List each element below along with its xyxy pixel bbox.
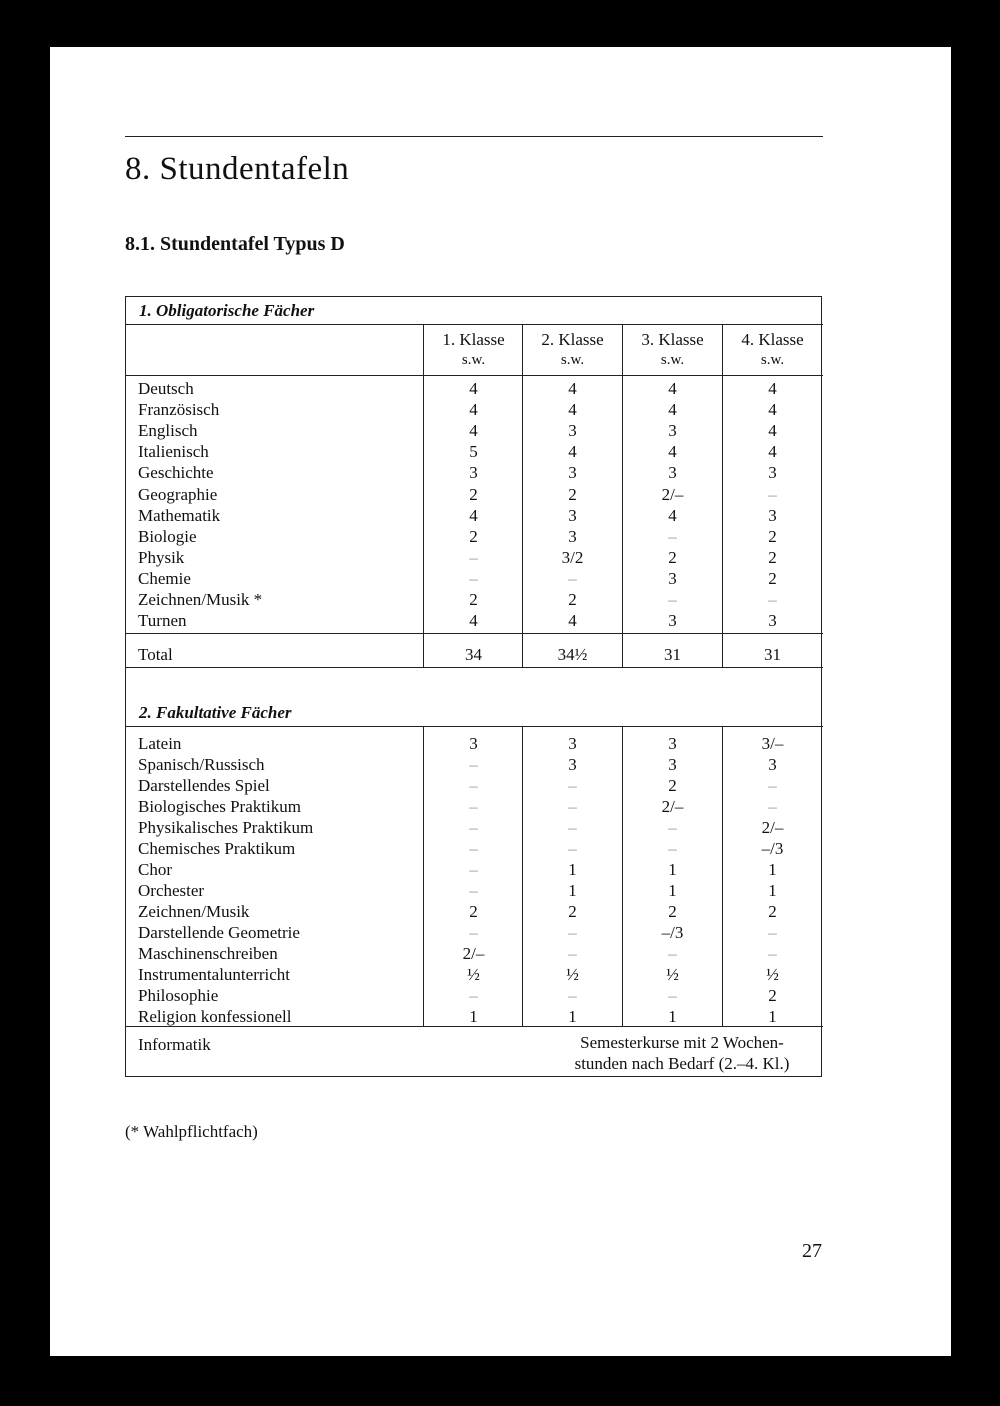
hours-cell: – [469,568,478,588]
hours-cell: 3/2 [561,547,584,567]
subject-name: Physikalisches Praktikum [138,818,314,837]
subject-name: Zeichnen/Musik [138,902,250,921]
hours-cell: 5 [469,442,478,462]
hours-cell: – [568,797,577,816]
hours-cell: – [469,839,478,858]
hours-cell: ½ [766,965,779,984]
subject-name: Chor [138,860,172,879]
column-label: 1. Klasse [442,330,505,349]
hours-cell: 1 [668,860,677,879]
column-unit: s.w. [461,352,486,368]
hours-cell: 2 [668,776,677,795]
subject-name: Religion konfessionell [138,1007,292,1026]
table-row [126,505,823,526]
column-label: 4. Klasse [741,330,804,349]
hours-cell: 1 [668,1007,677,1026]
subject-name: Orchester [138,881,205,900]
table-row [126,462,823,483]
hours-cell: –/3 [761,839,784,858]
hours-cell: 2 [768,526,777,546]
hours-cell: 4 [668,442,677,462]
hours-cell: 2 [469,484,478,504]
subject-name: Chemie [138,568,191,588]
subject-name: Philosophie [138,986,219,1005]
hours-cell: 4 [668,400,677,420]
hours-cell: 3 [568,526,577,546]
hours-cell: – [668,839,677,858]
hours-cell: 4 [768,421,777,441]
hours-cell: – [768,923,777,942]
divider [126,324,823,325]
hours-cell: 3 [668,463,677,483]
subject-name: Mathematik [138,505,221,525]
hours-cell: 3 [668,734,677,753]
hours-cell: 3 [568,734,577,753]
hours-cell: – [768,590,777,609]
column-header [523,330,622,370]
hours-cell: 2 [568,902,577,921]
hours-cell: 1 [469,1007,478,1026]
hours-cell: 4 [668,505,677,525]
hours-cell: 2/– [661,484,684,504]
hours-cell: – [568,568,577,588]
hours-cell: 3 [568,463,577,483]
informatik-label: Informatik [138,1035,211,1054]
hours-cell: 3 [469,734,478,753]
hours-cell: – [668,590,677,609]
hours-cell: 1 [568,1007,577,1026]
column-unit: s.w. [660,352,685,368]
timetable [125,296,822,1077]
hours-cell: – [568,923,577,942]
hours-cell: 1 [768,1007,777,1026]
table-row [126,547,823,568]
table-row [126,922,823,943]
hours-cell: 3 [768,463,777,483]
hours-cell: 3 [568,755,577,774]
hours-cell: 2 [768,902,777,921]
hours-cell: –/3 [661,923,684,942]
hours-cell: 3 [668,568,677,588]
table-row [126,568,823,589]
column-label: 3. Klasse [641,330,704,349]
column-label: 2. Klasse [541,330,604,349]
column-header [723,330,822,370]
hours-cell: 4 [568,611,577,631]
hours-cell: 2 [668,547,677,567]
hours-cell: ½ [467,965,480,984]
subject-name: Englisch [138,421,198,441]
hours-cell: 1 [568,881,577,900]
divider [126,375,823,376]
hours-cell: – [768,484,777,504]
hours-cell: 2 [568,590,577,609]
hours-cell: – [768,944,777,963]
total-label: Total [138,645,173,664]
hours-cell: – [668,944,677,963]
table-row [126,964,823,985]
obligatory-heading: 1. Obligatorische Fächer [139,301,315,320]
top-rule [125,136,823,137]
table-row [126,484,823,505]
hours-cell: 4 [469,505,478,525]
column-header [424,330,523,370]
hours-cell: 4 [568,400,577,420]
hours-cell: 4 [668,379,677,398]
hours-cell: – [568,839,577,858]
hours-cell: 4 [469,421,478,441]
informatik-note-line: stunden nach Bedarf (2.–4. Kl.) [574,1054,790,1073]
hours-cell: ½ [666,965,679,984]
table-row [126,775,823,796]
subject-name: Chemisches Praktikum [138,839,296,858]
hours-cell: 4 [568,379,577,398]
hours-cell: – [469,986,478,1005]
divider [126,667,823,668]
hours-cell: 4 [768,400,777,420]
hours-cell: 3 [668,421,677,441]
hours-cell: – [469,881,478,900]
table-row [126,943,823,964]
subject-name: Physik [138,547,185,567]
hours-cell: 4 [469,400,478,420]
hours-cell: 3 [768,505,777,525]
column-header [623,330,722,370]
hours-cell: 4 [768,442,777,462]
hours-cell: 2 [768,568,777,588]
table-row [126,1006,823,1027]
hours-cell: 1 [568,860,577,879]
table-row [126,399,823,420]
total-value: 31 [664,645,681,664]
divider [126,726,823,727]
table-row [126,420,823,441]
section-title: 8.1. Stundentafel Typus D [125,233,345,255]
hours-cell: – [568,776,577,795]
hours-cell: 3/– [761,734,784,753]
hours-cell: – [568,818,577,837]
optional-heading: 2. Fakultative Fächer [139,703,292,722]
hours-cell: 2 [568,484,577,504]
total-row [126,644,823,665]
table-row [126,901,823,922]
subject-name: Deutsch [138,379,194,398]
hours-cell: – [469,860,478,879]
hours-cell: – [469,547,478,567]
table-row [126,859,823,880]
hours-cell: 3 [768,611,777,631]
hours-cell: 4 [568,442,577,462]
hours-cell: – [469,776,478,795]
hours-cell: 2/– [761,818,784,837]
hours-cell: – [668,526,677,546]
hours-cell: 2/– [462,944,485,963]
hours-cell: – [469,818,478,837]
hours-cell: – [668,986,677,1005]
table-row [126,817,823,838]
divider [126,633,823,634]
subject-name: Maschinenschreiben [138,944,278,963]
hours-cell: 2 [668,902,677,921]
hours-cell: 1 [768,881,777,900]
column-unit: s.w. [560,352,585,368]
subject-name: Zeichnen/Musik * [138,590,263,609]
table-row [126,589,823,610]
hours-cell: 3 [668,755,677,774]
hours-cell: 1 [768,860,777,879]
hours-cell: – [469,755,478,774]
table-row [126,985,823,1006]
hours-cell: 2 [768,547,777,567]
hours-cell: 2/– [661,797,684,816]
subject-name: Latein [138,734,182,753]
hours-cell: – [768,797,777,816]
subject-name: Instrumentalunterricht [138,965,291,984]
informatik-note [562,1032,802,1074]
hours-cell: – [568,986,577,1005]
subject-name: Spanisch/Russisch [138,755,265,774]
hours-cell: – [768,776,777,795]
hours-cell: 4 [469,379,478,398]
hours-cell: 3 [768,755,777,774]
subject-name: Französisch [138,400,220,420]
subject-name: Biologisches Praktikum [138,797,301,816]
table-row [126,378,823,399]
hours-cell: 4 [469,611,478,631]
hours-cell: 3 [568,505,577,525]
hours-cell: 3 [668,611,677,631]
hours-cell: – [469,923,478,942]
table-row [126,441,823,462]
total-value: 31 [764,645,781,664]
hours-cell: 2 [469,590,478,609]
table-row [126,796,823,817]
hours-cell: – [469,797,478,816]
chapter-title: 8. Stundentafeln [125,151,350,187]
table-row [126,733,823,754]
page-number: 27 [802,1240,822,1262]
total-value: 34 [465,645,482,664]
subject-name: Geschichte [138,463,214,483]
hours-cell: 3 [568,421,577,441]
hours-cell: 2 [469,902,478,921]
document-page [50,47,951,1356]
informatik-note-line: Semesterkurse mit 2 Wochen- [580,1033,784,1052]
hours-cell: 4 [768,379,777,398]
table-row [126,610,823,631]
hours-cell: 3 [469,463,478,483]
column-unit: s.w. [760,352,785,368]
subject-name: Darstellendes Spiel [138,776,270,795]
table-row [126,880,823,901]
footnote: (* Wahlpflichtfach) [125,1122,258,1141]
hours-cell: ½ [566,965,579,984]
subject-name: Geographie [138,484,218,504]
subject-name: Darstellende Geometrie [138,923,300,942]
subject-name: Italienisch [138,442,209,462]
subject-name: Turnen [138,611,187,631]
table-row [126,754,823,775]
hours-cell: – [668,818,677,837]
hours-cell: – [568,944,577,963]
subject-name: Biologie [138,526,197,546]
total-value: 34½ [557,645,588,664]
table-row [126,526,823,547]
table-row [126,838,823,859]
hours-cell: 2 [469,526,478,546]
hours-cell: 2 [768,986,777,1005]
hours-cell: 1 [668,881,677,900]
